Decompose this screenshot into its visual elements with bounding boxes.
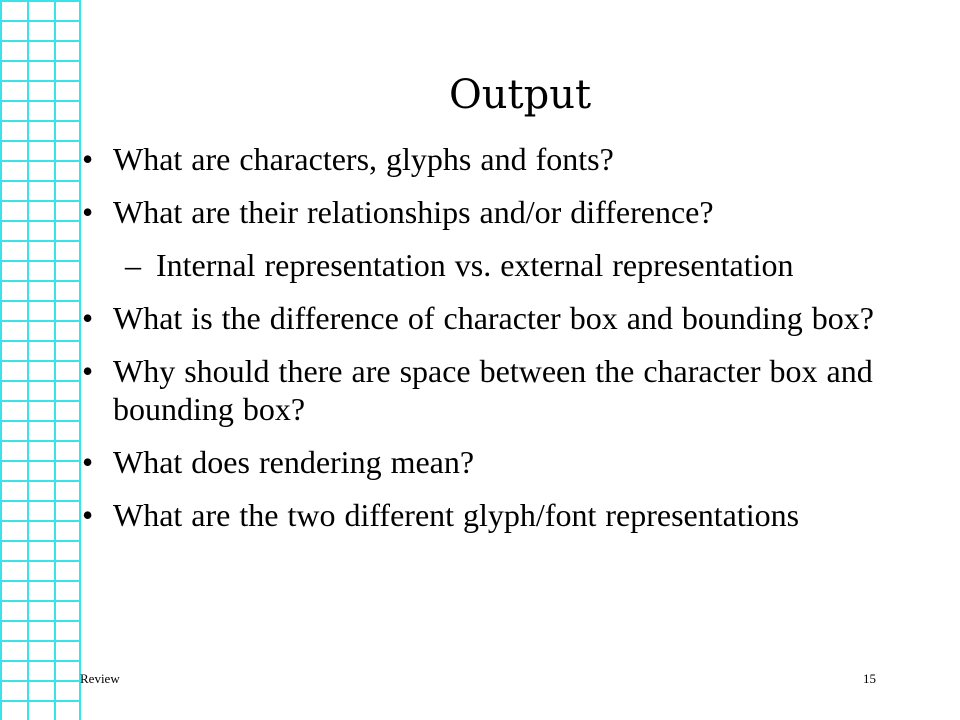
bullet-text: What does rendering mean? bbox=[113, 444, 475, 480]
bullet-text: What are the two different glyph/font representations bbox=[113, 497, 800, 533]
bullet-marker: • bbox=[82, 300, 94, 336]
bullet-item bbox=[82, 443, 922, 481]
bullet-list bbox=[82, 140, 922, 549]
slide-title: Output bbox=[448, 72, 592, 118]
bullet-item bbox=[82, 140, 922, 178]
bullet-item bbox=[82, 352, 922, 428]
bullet-marker: • bbox=[82, 353, 94, 389]
page-number: 15 bbox=[863, 671, 876, 686]
decorative-grid-strip bbox=[0, 0, 81, 720]
bullet-text: What is the difference of character box and bounding box? bbox=[113, 300, 874, 336]
bullet-item bbox=[82, 299, 922, 337]
sub-bullet-marker: – bbox=[125, 247, 141, 283]
sub-bullet-text: Internal representation vs. external representation bbox=[156, 247, 794, 283]
bullet-text: Why should there are space between the character box and bounding box? bbox=[113, 353, 873, 427]
bullet-item bbox=[82, 496, 922, 534]
bullet-text: What are their relationships and/or difference? bbox=[113, 194, 714, 230]
footer-label: Review bbox=[80, 671, 120, 686]
bullet-item bbox=[82, 193, 922, 231]
bullet-text: What are characters, glyphs and fonts? bbox=[113, 141, 614, 177]
bullet-marker: • bbox=[82, 141, 94, 177]
bullet-marker: • bbox=[82, 497, 94, 533]
sub-bullet-item bbox=[82, 246, 922, 284]
bullet-marker: • bbox=[82, 194, 94, 230]
bullet-marker: • bbox=[82, 444, 94, 480]
